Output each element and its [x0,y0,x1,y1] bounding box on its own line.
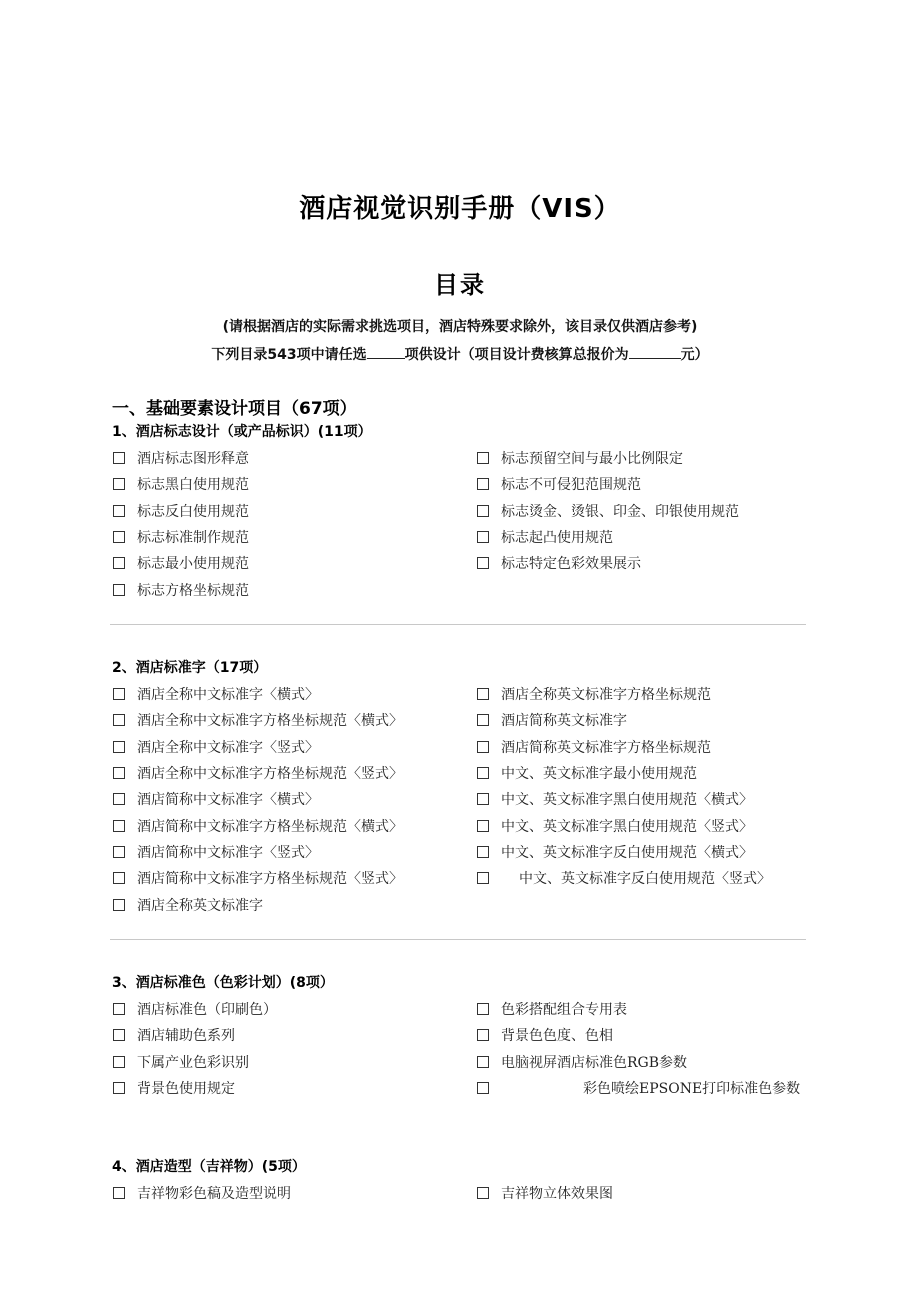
item-label: 标志最小使用规范 [137,556,249,573]
toc-title: 目录 [434,271,486,299]
checklist-item[interactable] [112,760,476,786]
item-label: 酒店简称英文标准字 [501,713,627,730]
checklist-item[interactable] [112,550,476,576]
checkbox-icon[interactable] [113,1029,125,1041]
checklist-item[interactable] [476,1049,812,1075]
checkbox-icon[interactable] [113,820,125,832]
item-label: 酒店简称英文标准字方格坐标规范 [501,739,711,756]
checkbox-icon[interactable] [113,1187,125,1199]
checkbox-icon[interactable] [113,714,125,726]
checkbox-icon[interactable] [113,531,125,543]
item-count-blank[interactable] [367,344,405,359]
section-standard-color [112,970,812,1101]
item-label: 中文、英文标准字黑白使用规范〈横式〉 [501,792,753,809]
checkbox-icon[interactable] [113,505,125,517]
section-divider [110,624,806,625]
checklist-item[interactable] [476,786,812,812]
checkbox-icon[interactable] [113,793,125,805]
checklist-item[interactable] [112,1075,476,1101]
checklist-item[interactable] [112,498,476,524]
checklist-item[interactable] [476,1022,812,1048]
checkbox-icon[interactable] [113,1056,125,1068]
item-label: 标志烫金、烫银、印金、印银使用规范 [501,503,739,520]
item-label: 标志黑白使用规范 [137,477,249,494]
item-label: 下属产业色彩识别 [137,1054,249,1071]
checklist [112,681,812,918]
checkbox-icon[interactable] [113,1082,125,1094]
checklist-item[interactable] [476,839,812,865]
checklist-item[interactable] [476,498,812,524]
checklist-item[interactable] [476,707,812,733]
checklist [112,996,812,1101]
quote-note [0,344,920,364]
checklist-item[interactable] [112,1049,476,1075]
checkbox-icon[interactable] [477,1003,489,1015]
checklist-item[interactable] [112,839,476,865]
item-label: 酒店全称中文标准字方格坐标规范〈横式〉 [137,713,403,730]
checkbox-icon[interactable] [477,741,489,753]
checklist-item[interactable] [112,681,476,707]
section-heading: 3、酒店标准色（色彩计划）(8项） [112,975,334,991]
item-label: 标志标准制作规范 [137,530,249,547]
item-label: 酒店全称中文标准字〈竖式〉 [137,739,319,756]
checklist-item[interactable] [476,1075,812,1101]
item-label: 色彩搭配组合专用表 [501,1002,627,1019]
checklist-item[interactable] [476,996,812,1022]
item-label: 酒店全称中文标准字〈横式〉 [137,687,319,704]
checkbox-icon[interactable] [477,478,489,490]
checklist [112,445,812,603]
checklist-item[interactable] [112,786,476,812]
item-label: 标志特定色彩效果展示 [501,556,641,573]
item-label: 酒店简称中文标准字方格坐标规范〈横式〉 [137,818,403,835]
checklist-item[interactable] [476,550,812,576]
part-heading: 一、基础要素设计项目（67项） [112,399,357,419]
checkbox-icon[interactable] [113,478,125,490]
item-label: 吉祥物彩色稿及造型说明 [137,1186,291,1203]
item-label: 标志不可侵犯范围规范 [501,477,641,494]
item-label: 酒店辅助色系列 [137,1028,235,1045]
checkbox-icon[interactable] [477,505,489,517]
checkbox-icon[interactable] [113,899,125,911]
checklist-item[interactable] [476,471,812,497]
checkbox-icon[interactable] [477,452,489,464]
checkbox-icon[interactable] [477,688,489,700]
checklist-item[interactable] [112,812,476,838]
section-logo [112,419,812,603]
checkbox-icon[interactable] [477,872,489,884]
checkbox-icon[interactable] [477,1187,489,1199]
checkbox-icon[interactable] [113,846,125,858]
checklist-item[interactable] [112,865,476,891]
checklist-item[interactable] [112,1180,476,1206]
item-label: 吉祥物立体效果图 [501,1186,613,1203]
item-label: 背景色色度、色相 [501,1028,613,1045]
checkbox-icon[interactable] [477,1029,489,1041]
checkbox-icon[interactable] [477,793,489,805]
item-label: 标志反白使用规范 [137,503,249,520]
checkbox-icon[interactable] [477,714,489,726]
checkbox-icon[interactable] [113,557,125,569]
checkbox-icon[interactable] [113,741,125,753]
checklist-item[interactable] [112,996,476,1022]
item-label: 酒店标志图形释意 [137,451,249,468]
checklist-item[interactable] [476,865,812,891]
checklist-item[interactable] [112,734,476,760]
checkbox-icon[interactable] [113,872,125,884]
item-label: 彩色喷绘EPSONE打印标准色参数 [583,1081,801,1098]
item-label: 酒店全称中文标准字方格坐标规范〈竖式〉 [137,766,403,783]
checklist-item[interactable] [112,471,476,497]
section-divider [110,939,806,940]
checklist-item[interactable] [112,891,476,917]
item-label: 中文、英文标准字反白使用规范〈竖式〉 [519,871,771,888]
item-label: 酒店标准色（印刷色） [137,1002,277,1019]
checklist-item[interactable] [476,681,812,707]
item-label: 酒店简称中文标准字〈横式〉 [137,792,319,809]
checklist-item[interactable] [112,445,476,471]
section-mascot [112,1154,812,1206]
item-label: 标志起凸使用规范 [501,530,613,547]
checkbox-icon[interactable] [477,846,489,858]
section-heading: 2、酒店标准字（17项） [112,660,268,676]
checklist [112,1180,812,1206]
total-price-blank[interactable] [629,344,681,359]
checklist-item[interactable] [476,1180,812,1206]
selection-note: (请根据酒店的实际需求挑选项目，酒店特殊要求除外，该目录仅供酒店参考) [222,319,698,335]
item-label: 电脑视屏酒店标准色RGB参数 [501,1054,688,1071]
checklist-item[interactable] [476,734,812,760]
checklist-item[interactable] [112,524,476,550]
checklist-item[interactable] [112,707,476,733]
checklist-item[interactable] [476,760,812,786]
item-label: 标志方格坐标规范 [137,582,249,599]
section-standard-type [112,655,812,918]
checkbox-icon[interactable] [113,584,125,596]
checkbox-icon[interactable] [477,820,489,832]
quote-note-prefix: 下列目录543项中请任选 [211,347,367,363]
item-label: 标志预留空间与最小比例限定 [501,451,683,468]
checkbox-icon[interactable] [477,557,489,569]
item-label: 背景色使用规定 [137,1081,235,1098]
item-label: 酒店全称英文标准字 [137,897,263,914]
checkbox-icon[interactable] [477,1082,489,1094]
quote-note-middle: 项供设计（项目设计费核算总报价为 [404,347,629,363]
item-label: 酒店简称中文标准字〈竖式〉 [137,844,319,861]
item-label: 中文、英文标准字最小使用规范 [501,766,697,783]
checkbox-icon[interactable] [477,767,489,779]
section-heading: 1、酒店标志设计（或产品标识）(11项） [112,424,372,440]
checkbox-icon[interactable] [477,531,489,543]
item-label: 中文、英文标准字黑白使用规范〈竖式〉 [501,818,753,835]
checklist-item[interactable] [112,1022,476,1048]
checkbox-icon[interactable] [477,1056,489,1068]
item-label: 酒店全称英文标准字方格坐标规范 [501,687,711,704]
checklist-item[interactable] [476,524,812,550]
quote-note-suffix: 元） [680,347,709,363]
checkbox-icon[interactable] [113,688,125,700]
checklist-item[interactable] [112,576,476,602]
item-label: 中文、英文标准字反白使用规范〈横式〉 [501,844,753,861]
section-heading: 4、酒店造型（吉祥物）(5项） [112,1159,306,1175]
checkbox-icon[interactable] [113,1003,125,1015]
checklist-item[interactable] [476,812,812,838]
item-label: 酒店简称中文标准字方格坐标规范〈竖式〉 [137,871,403,888]
checkbox-icon[interactable] [113,452,125,464]
checkbox-icon[interactable] [113,767,125,779]
checklist-item[interactable] [476,445,812,471]
document-title: 酒店视觉识别手册（VIS） [299,194,621,224]
